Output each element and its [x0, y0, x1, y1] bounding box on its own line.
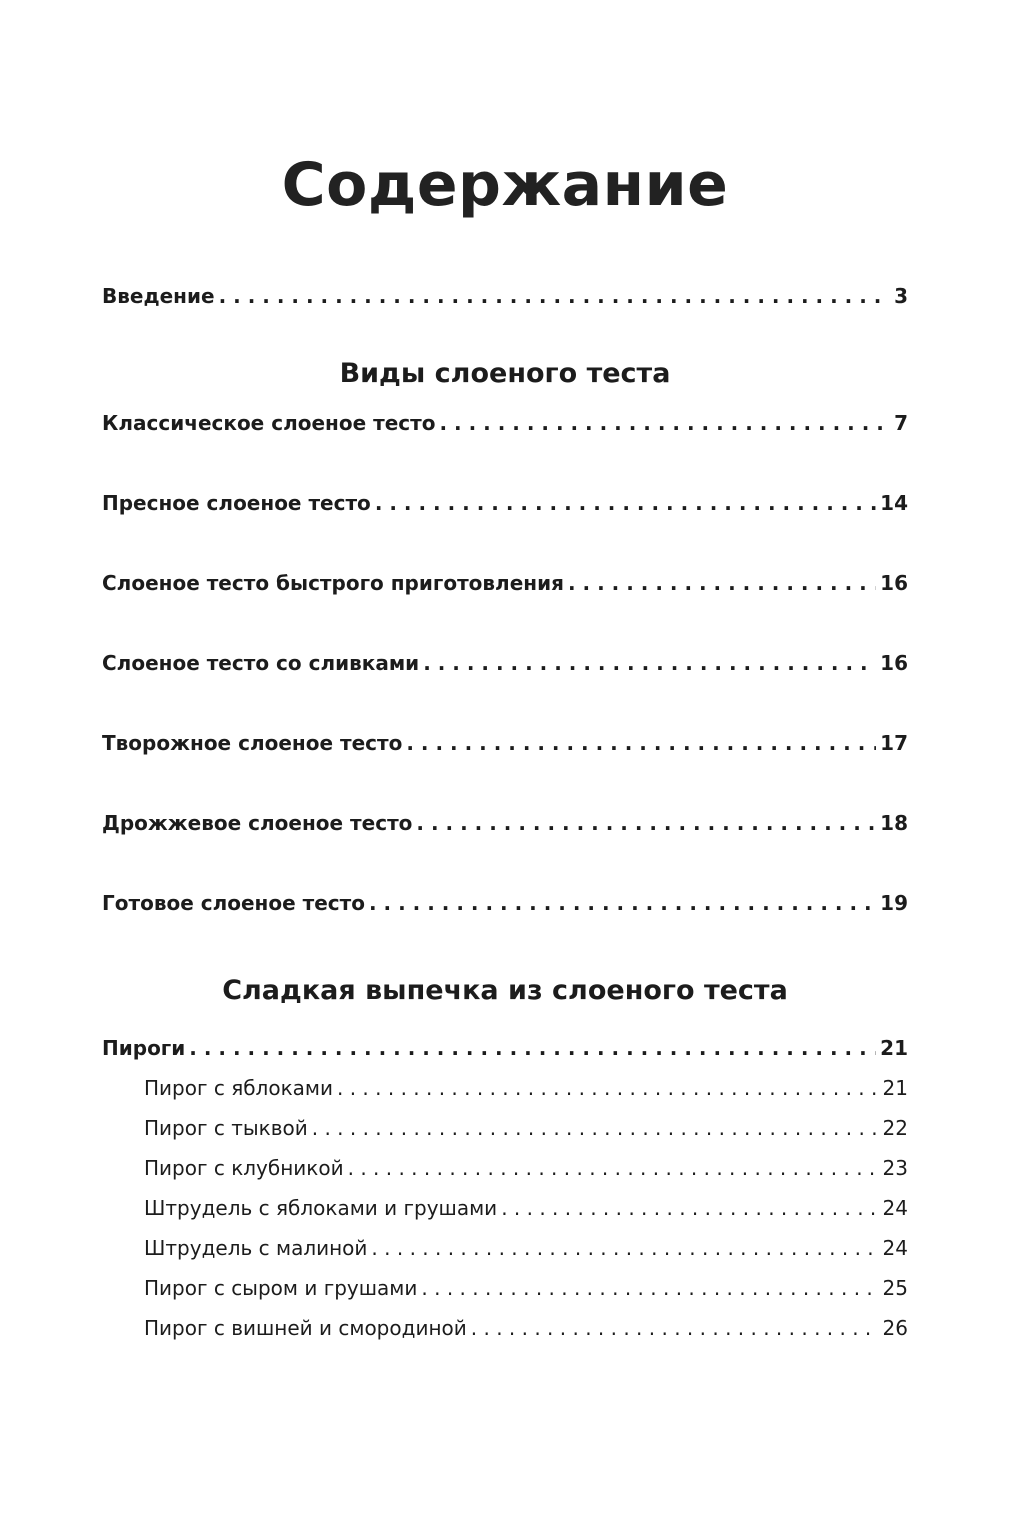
- toc-entry-page: 25: [882, 1276, 908, 1300]
- toc-entry-page: 24: [882, 1196, 908, 1220]
- toc-entry-page: 3: [894, 284, 908, 308]
- toc-entry-page: 23: [882, 1156, 908, 1180]
- toc-entry-label: Классическое слоеное тесто: [102, 411, 436, 435]
- toc-leader-dots: [406, 729, 876, 757]
- toc-leader-dots: [337, 1074, 879, 1102]
- toc-leader-dots: [439, 409, 890, 437]
- toc-leader-dots: [312, 1114, 879, 1142]
- toc-entry-intro: [102, 282, 908, 310]
- toc-subentry: [102, 1194, 908, 1222]
- toc-entry-label: Пирог с яблоками: [144, 1076, 333, 1100]
- toc-leader-dots: [421, 1274, 878, 1302]
- toc-leader-dots: [371, 1234, 878, 1262]
- toc-entry-page: 21: [882, 1076, 908, 1100]
- toc-subentry: [102, 1234, 908, 1262]
- toc-entry-label: Пирог с тыквой: [144, 1116, 308, 1140]
- toc-entry-page: 17: [880, 731, 908, 755]
- toc-leader-dots: [568, 569, 876, 597]
- toc-entry-label: Пирог с сыром и грушами: [144, 1276, 418, 1300]
- toc-leader-dots: [471, 1314, 879, 1342]
- toc-entry-label: Слоеное тесто со сливками: [102, 651, 420, 675]
- toc-entry-label: Штрудель с малиной: [144, 1236, 368, 1260]
- toc-entry-label: Пироги: [102, 1036, 186, 1060]
- toc-entry: [102, 889, 908, 917]
- toc-entry-label: Введение: [102, 284, 215, 308]
- toc-entry-label: Пирог с клубникой: [144, 1156, 344, 1180]
- toc-leader-dots: [219, 282, 891, 310]
- toc-leader-dots: [375, 489, 876, 517]
- toc-leader-dots: [423, 649, 876, 677]
- toc-subentry: [102, 1154, 908, 1182]
- toc-leader-dots: [369, 889, 876, 917]
- section-heading-sweet-pastry: Сладкая выпечка из слоеного теста: [222, 975, 788, 1006]
- toc-subentry: [102, 1314, 908, 1342]
- toc-entry-page: 16: [880, 651, 908, 675]
- toc-entry-page: 19: [880, 891, 908, 915]
- toc-subentry: [102, 1114, 908, 1142]
- toc-entry-page: 21: [880, 1036, 908, 1060]
- toc-entry-label: Дрожжевое слоеное тесто: [102, 811, 413, 835]
- toc-entry-page: 16: [880, 571, 908, 595]
- toc-leader-dots: [189, 1034, 876, 1062]
- toc-entry: [102, 649, 908, 677]
- toc-leader-dots: [348, 1154, 879, 1182]
- toc-entry: [102, 569, 908, 597]
- toc-subentry: [102, 1074, 908, 1102]
- toc-entry-label: Готовое слоеное тесто: [102, 891, 365, 915]
- toc-entry-page: 14: [880, 491, 908, 515]
- toc-entry-label: Творожное слоеное тесто: [102, 731, 403, 755]
- toc-entry-page: 26: [882, 1316, 908, 1340]
- toc-entry-label: Пресное слоеное тесто: [102, 491, 371, 515]
- toc-entry-page: 22: [882, 1116, 908, 1140]
- toc-entry-label: Штрудель с яблоками и грушами: [144, 1196, 498, 1220]
- toc-entry-page: 24: [882, 1236, 908, 1260]
- toc-content: [102, 140, 908, 1342]
- toc-subentry: [102, 1274, 908, 1302]
- toc-entry-page: 18: [880, 811, 908, 835]
- toc-entry: [102, 809, 908, 837]
- toc-entry-label: Пирог с вишней и смородиной: [144, 1316, 467, 1340]
- toc-entry: [102, 489, 908, 517]
- toc-entry: [102, 409, 908, 437]
- toc-entry-label: Слоеное тесто быстрого приготовления: [102, 571, 564, 595]
- page-title: Содержание: [281, 150, 729, 220]
- toc-entry-page: 7: [894, 411, 908, 435]
- toc-leader-dots: [501, 1194, 878, 1222]
- toc-entry: [102, 729, 908, 757]
- toc-leader-dots: [416, 809, 876, 837]
- section-heading-puff-pastry-types: Виды слоеного теста: [339, 358, 671, 389]
- toc-entry-group-pies: [102, 1034, 908, 1062]
